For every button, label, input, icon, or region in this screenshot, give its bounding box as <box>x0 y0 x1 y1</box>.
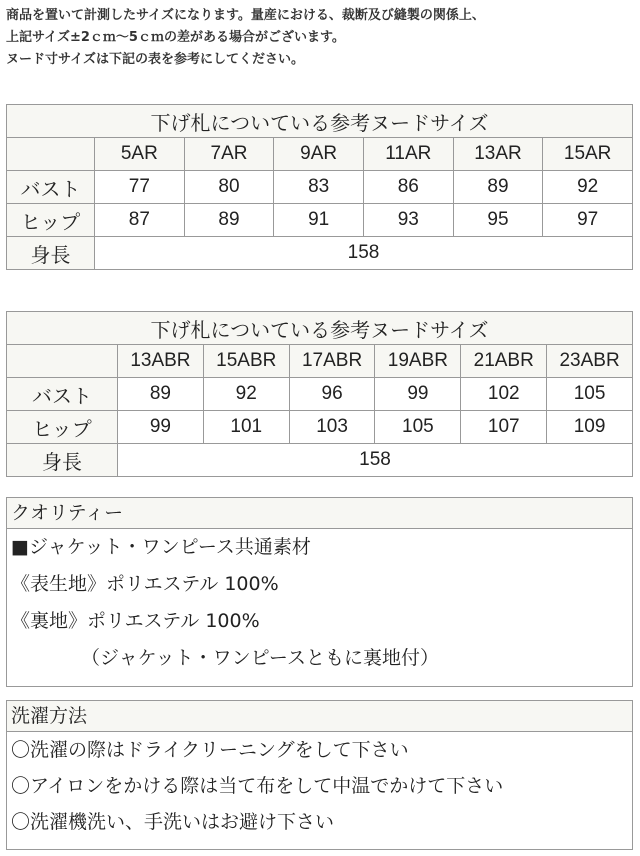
table-cell: 97 <box>543 204 633 237</box>
table-cell: 99 <box>118 411 204 444</box>
table-cell: 89 <box>453 171 543 204</box>
size-header: 13AR <box>453 138 543 171</box>
height-value: 158 <box>118 444 633 477</box>
row-label-bust: バスト <box>7 378 118 411</box>
table-row <box>7 444 633 477</box>
size-header: 15AR <box>543 138 633 171</box>
table-cell: 102 <box>461 378 547 411</box>
size-table-abr <box>6 311 633 477</box>
table-cell: 89 <box>118 378 204 411</box>
quality-section <box>6 497 633 687</box>
size-header: 11AR <box>363 138 453 171</box>
table-cell: 86 <box>363 171 453 204</box>
table-cell: 92 <box>543 171 633 204</box>
washing-line: 〇洗濯の際はドライクリーニングをして下さい <box>11 739 409 761</box>
quality-line: 《表生地》ポリエステル 100% <box>11 573 279 595</box>
table-cell: 92 <box>203 378 289 411</box>
size-header: 9AR <box>274 138 364 171</box>
size-header: 17ABR <box>289 345 375 378</box>
quality-heading: クオリティー <box>7 498 632 529</box>
table-row <box>7 378 633 411</box>
table-row <box>7 411 633 444</box>
intro-line-2: 上記サイズ±2ｃｍ～5ｃｍの差がある場合がございます。 <box>6 30 345 45</box>
table-cell: 80 <box>184 171 274 204</box>
size-header: 7AR <box>184 138 274 171</box>
size-header-row <box>7 345 633 378</box>
table-cell: 77 <box>95 171 185 204</box>
washing-heading: 洗濯方法 <box>7 701 632 732</box>
intro-line-1: 商品を置いて計測したサイズになります。量産における、裁断及び縫製の関係上、 <box>6 8 485 23</box>
quality-line: ■ジャケット・ワンピース共通素材 <box>11 536 311 558</box>
table-caption: 下げ札についている参考ヌードサイズ <box>7 105 633 138</box>
row-label-hip: ヒップ <box>7 204 95 237</box>
table-cell: 91 <box>274 204 364 237</box>
table-cell: 109 <box>547 411 633 444</box>
table-cell: 105 <box>375 411 461 444</box>
table-cell: 89 <box>184 204 274 237</box>
size-header: 5AR <box>95 138 185 171</box>
intro-notes <box>6 8 636 74</box>
row-label-bust: バスト <box>7 171 95 204</box>
corner-cell <box>7 345 118 378</box>
size-header: 13ABR <box>118 345 204 378</box>
corner-cell <box>7 138 95 171</box>
table-cell: 105 <box>547 378 633 411</box>
size-header: 21ABR <box>461 345 547 378</box>
row-label-height: 身長 <box>7 237 95 270</box>
size-header: 15ABR <box>203 345 289 378</box>
table-cell: 83 <box>274 171 364 204</box>
height-value: 158 <box>95 237 633 270</box>
table-caption: 下げ札についている参考ヌードサイズ <box>7 312 633 345</box>
table-cell: 99 <box>375 378 461 411</box>
row-label-height: 身長 <box>7 444 118 477</box>
size-header: 19ABR <box>375 345 461 378</box>
table-row <box>7 237 633 270</box>
table-cell: 103 <box>289 411 375 444</box>
washing-section <box>6 700 633 850</box>
table-row <box>7 171 633 204</box>
table-cell: 107 <box>461 411 547 444</box>
intro-line-3: ヌード寸サイズは下記の表を参考にしてください。 <box>6 52 304 67</box>
table-cell: 95 <box>453 204 543 237</box>
table-row <box>7 204 633 237</box>
table-cell: 96 <box>289 378 375 411</box>
table-cell: 93 <box>363 204 453 237</box>
size-table-ar <box>6 104 633 270</box>
row-label-hip: ヒップ <box>7 411 118 444</box>
table-caption-row <box>7 312 633 345</box>
table-cell: 101 <box>203 411 289 444</box>
table-cell: 87 <box>95 204 185 237</box>
washing-line: 〇アイロンをかける際は当て布をして中温でかけて下さい <box>11 775 504 797</box>
size-header-row <box>7 138 633 171</box>
quality-line: （ジャケット・ワンピースともに裏地付） <box>81 647 439 669</box>
size-header: 23ABR <box>547 345 633 378</box>
washing-line: 〇洗濯機洗い、手洗いはお避け下さい <box>11 811 335 833</box>
quality-line: 《裏地》ポリエステル 100% <box>11 610 260 632</box>
table-caption-row <box>7 105 633 138</box>
